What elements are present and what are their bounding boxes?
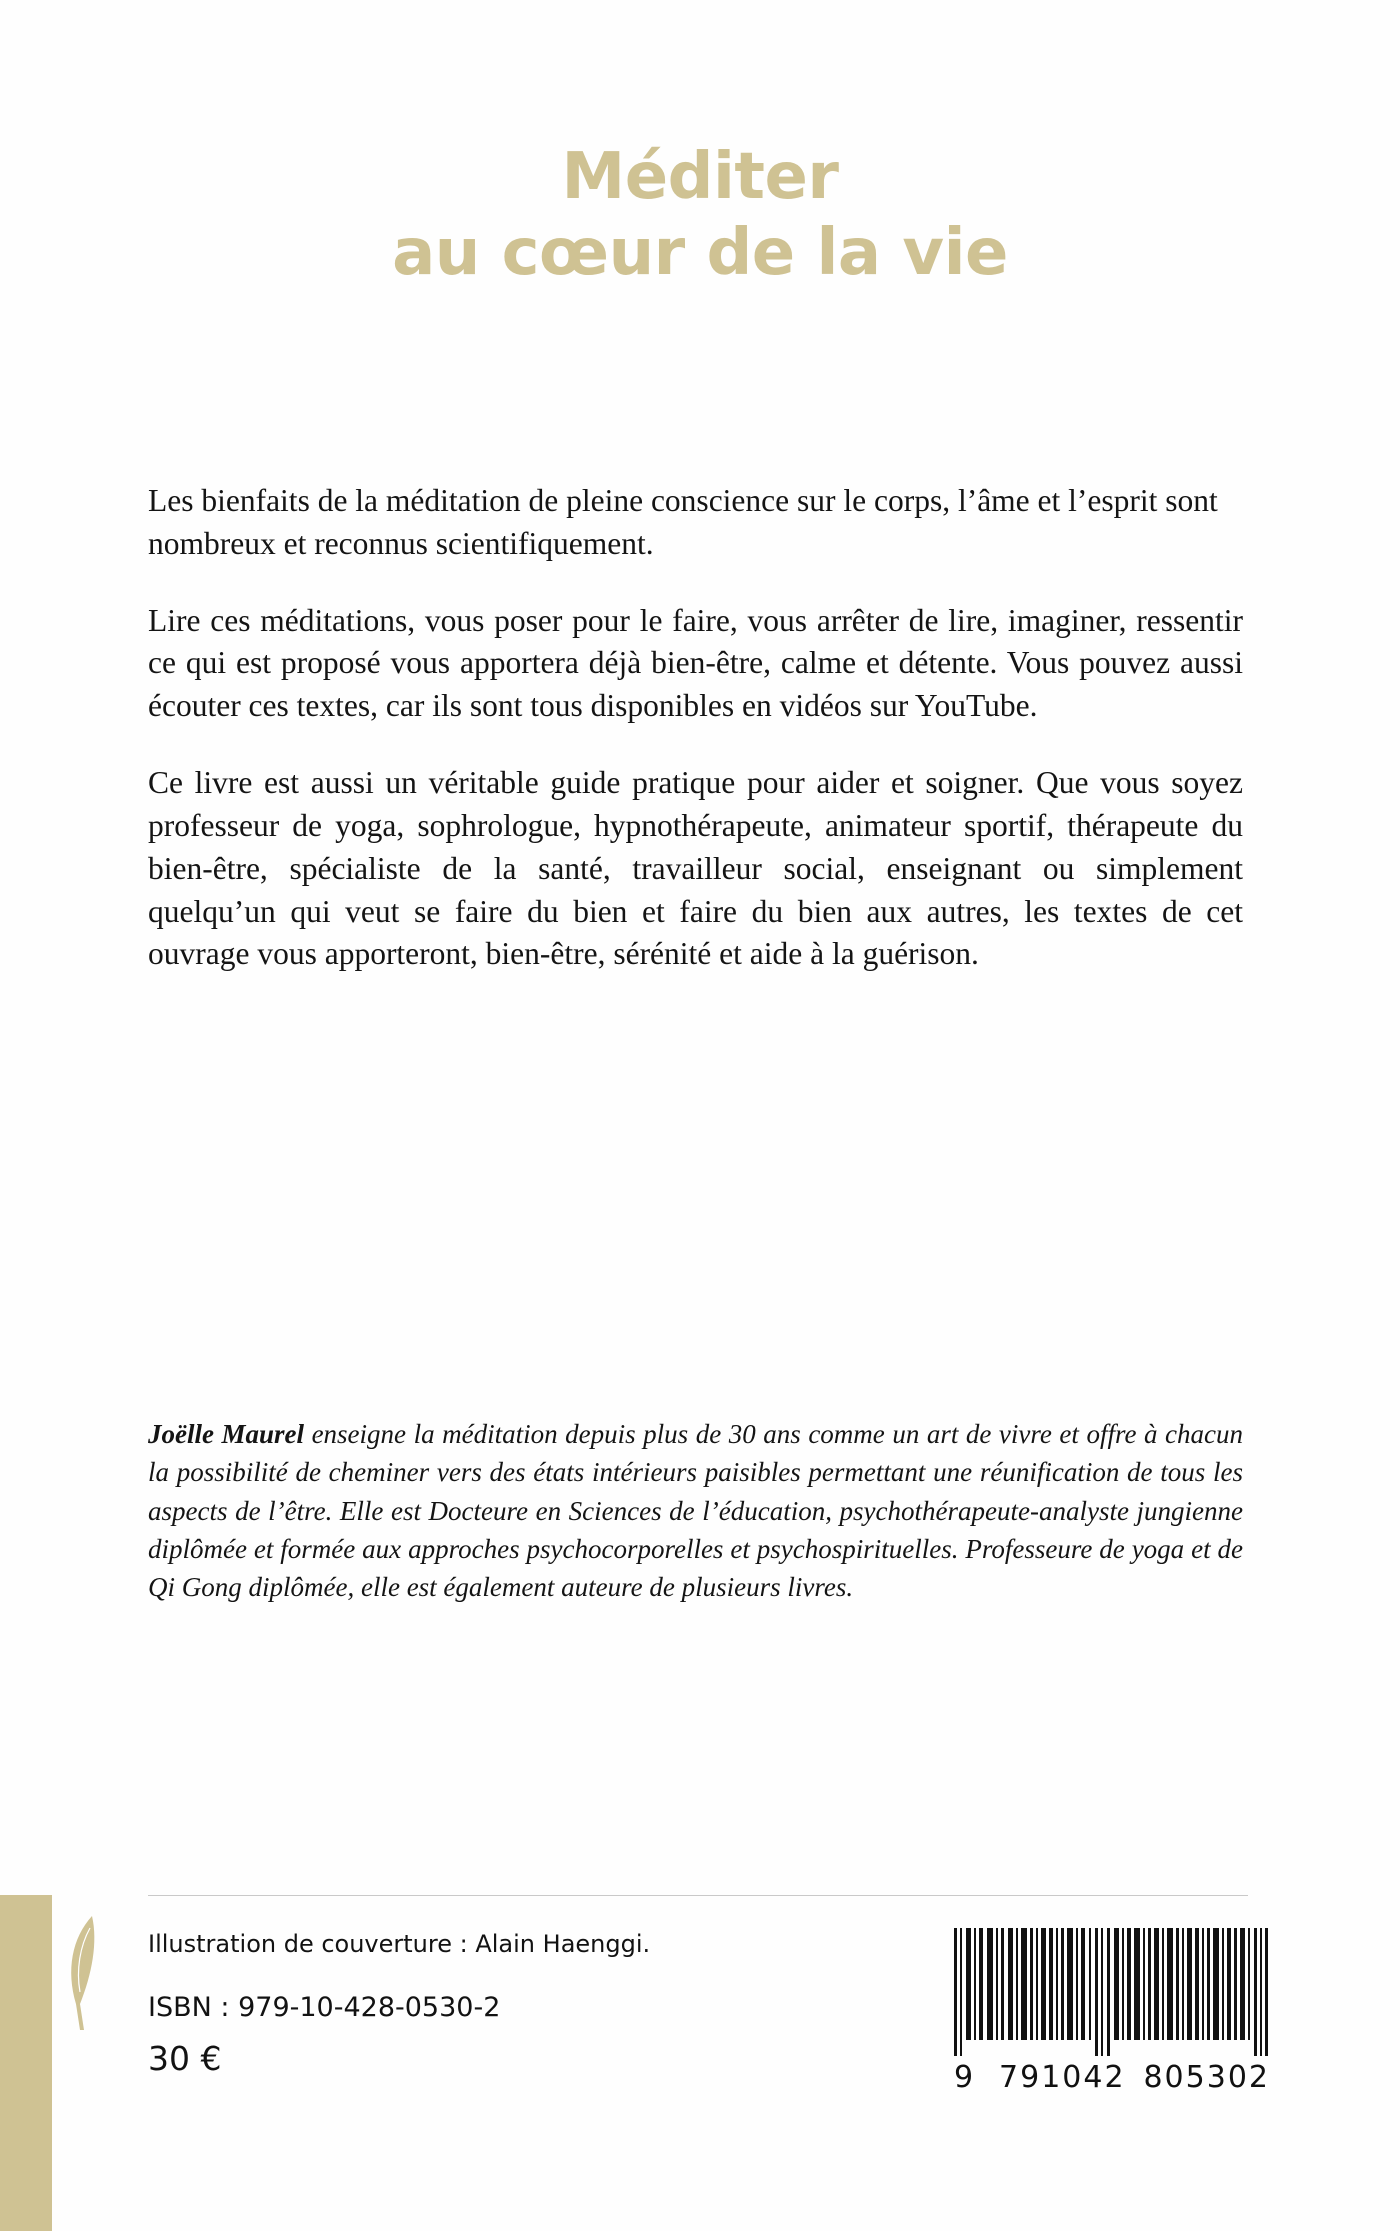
price-text: 30 € [148, 2039, 222, 2078]
barcode-bars [952, 1928, 1272, 2056]
barcode-digit-first: 9 [954, 2060, 976, 2095]
blurb-paragraph-2: Lire ces méditations, vous poser pour le faire, vous arrêter de lire, imaginer, ressentir ce qui est proposé vous apportera déjà bien-être, calme et détente. Vous pouvez aussi écouter ces textes, car ils sont tous disponibles en vidéos sur YouTube. [148, 602, 1243, 724]
barcode-digits [952, 2060, 1272, 2095]
barcode-digits-right: 805302 [1143, 2060, 1270, 2095]
title-line-2: au cœur de la vie [392, 215, 1008, 290]
publisher-color-band [0, 1895, 52, 2231]
author-name: Joëlle Maurel [148, 1419, 305, 1449]
book-title [0, 140, 1400, 291]
blurb-paragraph-1: Les bienfaits de la méditation de pleine conscience sur le corps, l’âme et l’esprit sont nombreux et reconnus scientifiquement. [148, 483, 1218, 561]
blurb-text [148, 480, 1243, 1010]
title-line-1: Méditer [561, 140, 839, 214]
author-bio [148, 1415, 1243, 1607]
isbn-text: ISBN : 979-10-428-0530-2 [148, 1992, 501, 2023]
author-bio-text: enseigne la méditation depuis plus de 30 ans comme un art de vivre et offre à chacun la possibilité de cheminer vers des états intérieurs paisibles permettant une réunification de tous les aspects de l’être. Elle est Docteure en Sciences de l’éducation, psychothérapeute-analyste jungienne diplômée et formée aux approches psychocorporelles et psychospirituelles. Professeure de yoga et de Qi Gong diplômée, elle est également auteure de plusieurs livres. [148, 1419, 1243, 1603]
cover-illustration-credit: Illustration de couverture : Alain Haenggi. [148, 1930, 651, 1958]
feather-icon [62, 1912, 108, 2032]
blurb-paragraph-3: Ce livre est aussi un véritable guide pratique pour aider et soigner. Que vous soyez professeur de yoga, sophrologue, hypnothérapeute, animateur sportif, thérapeute du bien-être, spécialiste de la santé, travailleur social, enseignant ou simplement quelqu’un qui veut se faire du bien et faire du bien aux autres, les textes de cet ouvrage vous apporteront, bien-être, sérénité et aide à la guérison. [148, 765, 1243, 972]
barcode [952, 1928, 1272, 2095]
barcode-digits-left: 791042 [999, 2060, 1126, 2095]
footer-divider [148, 1895, 1248, 1896]
footer-info [148, 1930, 808, 2078]
